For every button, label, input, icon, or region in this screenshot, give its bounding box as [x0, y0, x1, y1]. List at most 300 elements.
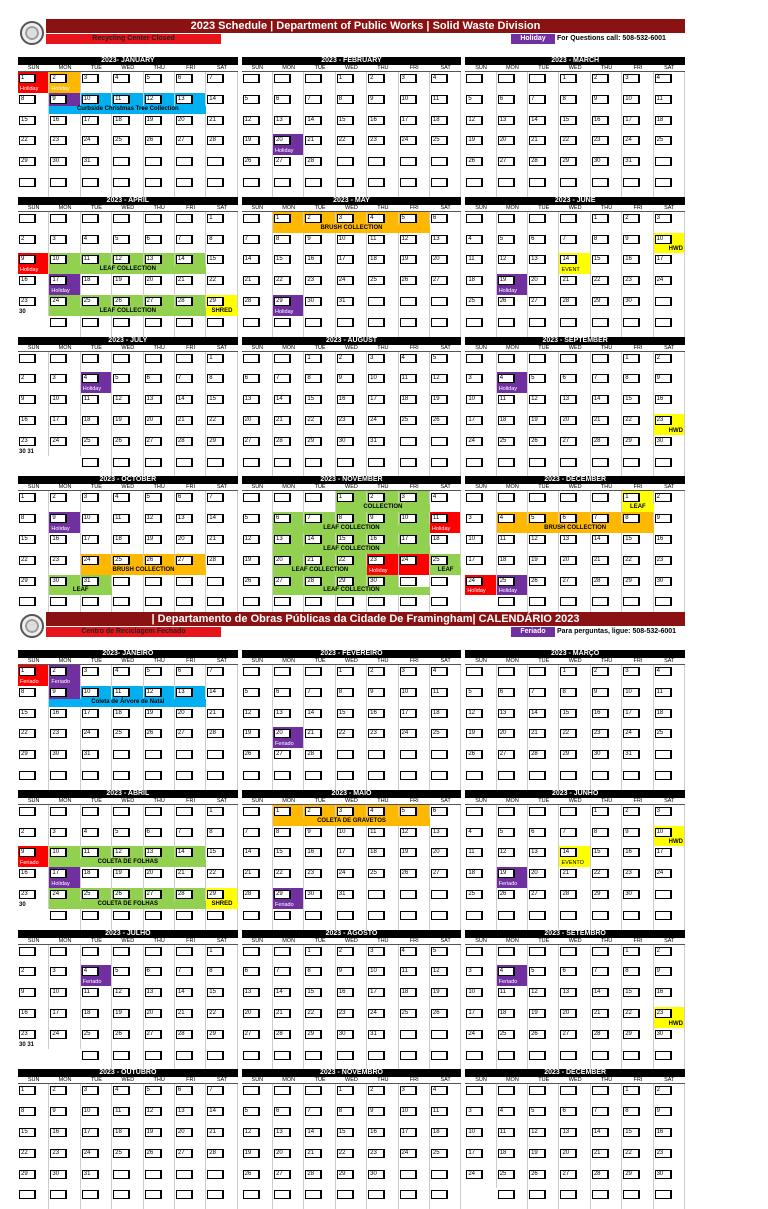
day-cell [206, 491, 237, 512]
day-number: 19 [498, 869, 515, 878]
day-cell [206, 686, 237, 707]
day-number: 21 [592, 1009, 609, 1018]
day-number: 2 [305, 214, 322, 223]
day-cell [18, 686, 49, 707]
empty-day-box [498, 667, 515, 676]
day-cell [273, 867, 304, 888]
day-number: 5 [529, 1107, 546, 1116]
collection-band: Curbside Christmas Tree Collection [49, 106, 206, 114]
day-cell [591, 253, 622, 274]
day-cell [18, 805, 49, 826]
day-cell [430, 888, 461, 909]
month-day-grid [18, 805, 238, 930]
day-cell [367, 414, 398, 435]
day-number: 18 [400, 988, 417, 997]
day-cell [430, 1049, 461, 1070]
day-cell [654, 965, 685, 986]
day-cell [242, 1147, 273, 1168]
day-number: 13 [498, 116, 515, 125]
day-number: 4 [466, 235, 483, 244]
day-number: 26 [145, 729, 162, 738]
day-number: 19 [529, 1009, 546, 1018]
overflow-days: 30 31 [19, 1041, 35, 1048]
empty-day-box [207, 750, 224, 759]
empty-day-box [560, 318, 577, 327]
day-cell [559, 316, 590, 337]
day-number: 8 [19, 514, 36, 523]
day-cell [144, 986, 175, 1007]
day-cell [336, 965, 367, 986]
day-cell [559, 748, 590, 769]
day-note: Holiday [51, 880, 70, 887]
day-cell [622, 748, 653, 769]
empty-day-box [145, 178, 162, 187]
day-cell [112, 748, 143, 769]
day-number: 25 [431, 729, 448, 738]
day-cell [242, 707, 273, 728]
day-cell [559, 945, 590, 966]
day-cell [49, 393, 80, 414]
day-number: 16 [368, 709, 385, 718]
day-cell [175, 1126, 206, 1147]
day-number: 23 [19, 297, 36, 306]
weekday-label: WED [568, 658, 582, 664]
day-cell [497, 1168, 528, 1189]
day-cell [49, 1105, 80, 1126]
day-number: 16 [655, 395, 672, 404]
day-number: 12 [466, 709, 483, 718]
day-cell [273, 393, 304, 414]
day-cell [336, 114, 367, 135]
day-cell [654, 1105, 685, 1126]
day-cell [242, 491, 273, 512]
day-cell [81, 1168, 112, 1189]
month-header: 2023 - MAY [242, 197, 462, 205]
weekday-label: TUE [314, 344, 326, 351]
day-number: 16 [368, 116, 385, 125]
day-number: 17 [50, 1009, 67, 1018]
day-number: 4 [466, 828, 483, 837]
holiday-legend: Feriado [511, 627, 555, 637]
overflow-days: 30 [19, 308, 26, 315]
day-number: 14 [592, 395, 609, 404]
day-cell [144, 1126, 175, 1147]
day-cell [175, 665, 206, 686]
day-cell [81, 372, 112, 393]
day-number: 1 [592, 807, 609, 816]
weekday-label: TUE [538, 797, 550, 804]
day-number: 17 [82, 116, 99, 125]
day-number: 8 [337, 514, 354, 523]
day-number: 9 [655, 374, 672, 383]
day-number: 20 [529, 276, 546, 285]
day-number: 27 [176, 136, 193, 145]
day-number: 15 [305, 395, 322, 404]
empty-day-box [176, 178, 193, 187]
day-cell [497, 769, 528, 790]
day-number: 7 [592, 1107, 609, 1116]
day-cell [559, 533, 590, 554]
day-number: 26 [529, 1030, 546, 1039]
day-cell [112, 805, 143, 826]
day-number: 13 [529, 848, 546, 857]
empty-day-box [305, 1086, 322, 1095]
empty-day-box [400, 157, 417, 166]
day-number: 21 [305, 136, 322, 145]
day-number: 3 [50, 828, 67, 837]
day-number: 20 [560, 1149, 577, 1158]
day-cell [273, 1049, 304, 1070]
day-cell [654, 986, 685, 1007]
day-number: 19 [243, 556, 260, 565]
day-cell [175, 867, 206, 888]
weekday-label: TUE [90, 658, 102, 664]
day-cell [81, 212, 112, 233]
day-cell [591, 748, 622, 769]
day-cell [430, 295, 461, 316]
day-number: 15 [623, 535, 640, 544]
day-cell [336, 274, 367, 295]
day-cell [49, 491, 80, 512]
day-number: 20 [560, 556, 577, 565]
day-cell [654, 414, 685, 435]
day-cell [112, 1147, 143, 1168]
day-cell [273, 295, 304, 316]
day-number: 7 [305, 514, 322, 523]
day-number: 23 [655, 416, 672, 425]
day-cell [591, 826, 622, 847]
day-cell [430, 707, 461, 728]
day-cell [304, 1147, 335, 1168]
weekday-header-row [242, 938, 462, 945]
sheet-title: 2023 Schedule | Department of Public Works | Solid Waste Division [46, 19, 685, 33]
day-cell [367, 826, 398, 847]
day-note: Holiday [467, 588, 486, 595]
day-cell [528, 707, 559, 728]
day-cell [559, 986, 590, 1007]
empty-day-box [400, 1190, 417, 1199]
day-cell [465, 1084, 496, 1105]
day-number: 12 [400, 828, 417, 837]
month-day-grid [242, 212, 462, 337]
day-cell [112, 274, 143, 295]
day-cell [81, 1049, 112, 1070]
empty-day-box [82, 354, 99, 363]
day-number: 10 [368, 374, 385, 383]
day-cell [559, 72, 590, 93]
day-number: 4 [113, 74, 130, 83]
day-cell [112, 72, 143, 93]
day-cell [206, 435, 237, 456]
day-number: 9 [655, 967, 672, 976]
day-number: 24 [50, 1030, 67, 1039]
day-cell [242, 93, 273, 114]
empty-day-box [592, 318, 609, 327]
day-number: 2 [50, 667, 67, 676]
day-number: 3 [655, 214, 672, 223]
day-number: 22 [592, 276, 609, 285]
day-number: 27 [274, 750, 291, 759]
day-cell [367, 554, 398, 575]
day-cell [336, 134, 367, 155]
day-number: 8 [274, 828, 291, 837]
month-header: 2023 - MAIO [242, 790, 462, 798]
day-cell [559, 575, 590, 596]
empty-day-box [274, 354, 291, 363]
day-cell [367, 274, 398, 295]
weekday-label: TUE [90, 344, 102, 351]
empty-day-box [145, 750, 162, 759]
weekday-label: SUN [251, 204, 264, 211]
day-number: 20 [274, 729, 291, 738]
empty-day-box [113, 947, 130, 956]
empty-day-box [207, 911, 224, 920]
empty-day-box [50, 947, 67, 956]
day-cell [399, 253, 430, 274]
weekday-label: FRI [186, 65, 196, 71]
day-cell [18, 554, 49, 575]
empty-day-box [498, 354, 515, 363]
day-number: 14 [207, 95, 224, 104]
weekday-label: MON [58, 1077, 72, 1084]
day-number: 25 [82, 1030, 99, 1039]
day-cell [528, 212, 559, 233]
empty-day-box [176, 807, 193, 816]
day-number: 15 [19, 1128, 36, 1137]
day-cell [465, 1126, 496, 1147]
day-number: 16 [655, 1128, 672, 1137]
day-cell [559, 134, 590, 155]
day-cell [367, 867, 398, 888]
empty-day-box [623, 911, 640, 920]
day-cell [49, 748, 80, 769]
day-cell [18, 727, 49, 748]
day-cell [206, 212, 237, 233]
day-cell [273, 1188, 304, 1209]
day-number: 10 [82, 1107, 99, 1116]
day-number: 11 [431, 95, 448, 104]
day-cell [175, 233, 206, 254]
day-cell [112, 769, 143, 790]
day-cell [399, 155, 430, 176]
day-cell [591, 1084, 622, 1105]
day-cell [367, 965, 398, 986]
empty-day-box [498, 178, 515, 187]
empty-day-box [529, 354, 546, 363]
empty-day-box [655, 318, 672, 327]
day-number: 17 [466, 416, 483, 425]
day-note: EVENT [561, 267, 580, 274]
day-number: 7 [305, 688, 322, 697]
empty-day-box [113, 597, 130, 606]
day-cell [112, 435, 143, 456]
day-number: 14 [529, 116, 546, 125]
day-number: 20 [560, 416, 577, 425]
empty-day-box [145, 577, 162, 586]
day-number: 24 [82, 1149, 99, 1158]
day-number: 4 [82, 828, 99, 837]
day-number: 13 [274, 535, 291, 544]
weekday-header-row [465, 798, 685, 805]
day-cell [465, 846, 496, 867]
collection-band: LEAF COLLECTION [273, 525, 430, 533]
day-cell [206, 826, 237, 847]
weekday-label: SUN [27, 344, 40, 351]
empty-day-box [498, 807, 515, 816]
weekday-label: MON [505, 344, 519, 351]
empty-day-box [113, 577, 130, 586]
day-number: 7 [176, 374, 193, 383]
day-number: 15 [207, 255, 224, 264]
day-number: 12 [145, 514, 162, 523]
day-cell [654, 1028, 685, 1049]
empty-day-box [243, 947, 260, 956]
day-cell [18, 93, 49, 114]
day-cell [304, 1168, 335, 1189]
weekday-label: THU [600, 344, 613, 351]
day-number: 20 [529, 869, 546, 878]
day-note: Holiday [369, 567, 388, 574]
day-cell [528, 909, 559, 930]
empty-day-box [368, 911, 385, 920]
day-cell [242, 456, 273, 477]
day-cell [304, 1084, 335, 1105]
day-cell [304, 176, 335, 197]
day-number: 13 [243, 395, 260, 404]
day-cell [112, 393, 143, 414]
weekday-label: SAT [440, 658, 451, 664]
day-cell [497, 909, 528, 930]
day-number: 4 [431, 493, 448, 502]
weekday-label: WED [568, 65, 582, 71]
empty-day-box [655, 911, 672, 920]
day-cell [144, 707, 175, 728]
day-number: 6 [431, 214, 448, 223]
day-cell [273, 986, 304, 1007]
empty-day-box [655, 458, 672, 467]
day-cell [367, 1126, 398, 1147]
day-cell [622, 456, 653, 477]
day-cell [144, 155, 175, 176]
day-number: 28 [592, 1170, 609, 1179]
empty-day-box [400, 1030, 417, 1039]
month-header: 2023 - DECEMBER [465, 476, 685, 484]
day-number: 26 [145, 556, 162, 565]
day-number: 18 [498, 1149, 515, 1158]
day-number: 15 [19, 116, 36, 125]
day-cell [591, 274, 622, 295]
day-cell [430, 435, 461, 456]
empty-day-box [243, 1190, 260, 1199]
month-header: 2023 - AUGUST [242, 337, 462, 345]
day-cell [18, 212, 49, 233]
day-number: 9 [368, 1107, 385, 1116]
day-cell [112, 512, 143, 533]
day-cell [367, 372, 398, 393]
weekday-label: SAT [216, 344, 228, 351]
day-number: 30 [623, 297, 640, 306]
weekday-label: SUN [475, 797, 487, 804]
day-number: 15 [623, 988, 640, 997]
day-cell [591, 491, 622, 512]
day-number: 27 [560, 1170, 577, 1179]
day-cell [399, 372, 430, 393]
empty-day-box [368, 890, 385, 899]
day-cell [336, 846, 367, 867]
day-number: 7 [207, 1086, 224, 1095]
empty-day-box [305, 318, 322, 327]
day-number: 12 [243, 535, 260, 544]
day-cell [49, 352, 80, 373]
day-cell [175, 826, 206, 847]
day-cell [49, 805, 80, 826]
weekday-label: MON [282, 797, 296, 804]
empty-day-box [466, 911, 483, 920]
day-cell [242, 1126, 273, 1147]
day-cell [49, 867, 80, 888]
day-cell [528, 533, 559, 554]
day-cell [175, 1147, 206, 1168]
city-seal-icon [20, 614, 44, 638]
day-number: 3 [400, 1086, 417, 1095]
day-number: 22 [19, 136, 36, 145]
day-number: 19 [113, 1009, 130, 1018]
day-cell [497, 393, 528, 414]
day-cell [242, 435, 273, 456]
day-cell [206, 1168, 237, 1189]
day-cell [367, 456, 398, 477]
day-number: 2 [19, 828, 36, 837]
day-number: 16 [655, 988, 672, 997]
day-cell [622, 909, 653, 930]
day-number: 5 [243, 1107, 260, 1116]
day-number: 15 [19, 709, 36, 718]
day-cell [336, 352, 367, 373]
day-number: 23 [19, 890, 36, 899]
day-cell [591, 72, 622, 93]
weekday-label: WED [345, 344, 358, 351]
day-cell [175, 1188, 206, 1209]
day-cell [399, 727, 430, 748]
day-number: 8 [19, 1107, 36, 1116]
day-cell [430, 867, 461, 888]
weekday-label: THU [600, 937, 613, 944]
collection-band: COLETA DE GRAVETOS [273, 818, 430, 826]
day-cell [304, 769, 335, 790]
day-number: 16 [592, 709, 609, 718]
day-number: 9 [655, 514, 672, 523]
day-number: 17 [50, 869, 67, 878]
weekday-label: SAT [664, 658, 675, 664]
day-cell [304, 1188, 335, 1209]
day-cell [622, 805, 653, 826]
weekday-label: FRI [186, 797, 196, 804]
day-number: 29 [207, 1030, 224, 1039]
weekday-label: TUE [90, 937, 102, 944]
day-number: 2 [368, 74, 385, 83]
day-number: 30 [655, 1170, 672, 1179]
day-cell [175, 748, 206, 769]
weekday-label: MON [505, 1077, 519, 1084]
day-cell [206, 805, 237, 826]
empty-day-box [82, 947, 99, 956]
day-cell [112, 1168, 143, 1189]
day-cell [497, 1126, 528, 1147]
day-number: 28 [176, 890, 193, 899]
day-number: 19 [243, 729, 260, 738]
day-cell [591, 769, 622, 790]
day-number: 1 [337, 493, 354, 502]
